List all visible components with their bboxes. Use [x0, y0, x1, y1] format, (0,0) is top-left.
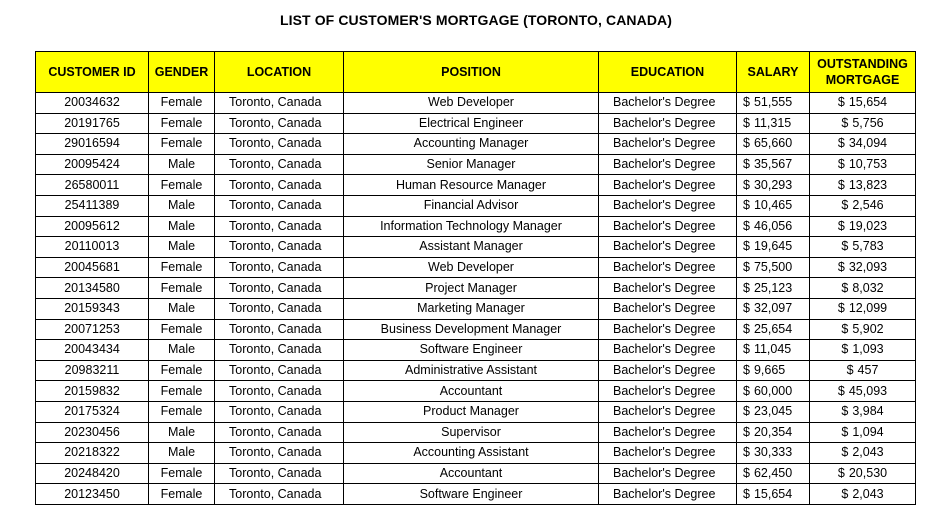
cell-education: Bachelor's Degree	[599, 443, 737, 464]
column-header-outstanding-mortgage: OUTSTANDING MORTGAGE	[810, 52, 916, 93]
salary-amount: 9,665	[753, 363, 786, 378]
cell-location: Toronto, Canada	[215, 278, 344, 299]
currency-symbol: $	[743, 95, 750, 110]
currency-symbol: $	[743, 486, 750, 501]
table-row	[36, 381, 916, 402]
cell-customer-id: 20110013	[36, 237, 149, 258]
cell-position: Administrative Assistant	[344, 360, 599, 381]
cell-customer-id: 29016594	[36, 134, 149, 155]
mortgage-amount: 5,756	[852, 115, 884, 130]
table-row	[36, 154, 916, 175]
table-row	[36, 484, 916, 505]
column-header-customer-id: CUSTOMER ID	[36, 52, 149, 93]
cell-location: Toronto, Canada	[215, 360, 344, 381]
cell-location: Toronto, Canada	[215, 216, 344, 237]
cell-customer-id: 20159832	[36, 381, 149, 402]
currency-symbol: $	[841, 239, 849, 254]
cell-salary	[737, 93, 810, 114]
column-header-gender: GENDER	[149, 52, 215, 93]
cell-customer-id: 20095424	[36, 154, 149, 175]
cell-customer-id: 20983211	[36, 360, 149, 381]
cell-education: Bachelor's Degree	[599, 422, 737, 443]
cell-position: Project Manager	[344, 278, 599, 299]
mortgage-amount: 13,823	[848, 177, 888, 192]
currency-symbol: $	[841, 280, 849, 295]
cell-gender: Female	[149, 319, 215, 340]
currency-symbol: $	[837, 465, 845, 480]
currency-symbol: $	[743, 218, 750, 233]
cell-location: Toronto, Canada	[215, 298, 344, 319]
cell-education: Bachelor's Degree	[599, 154, 737, 175]
cell-gender: Male	[149, 340, 215, 361]
table-row	[36, 216, 916, 237]
currency-symbol: $	[743, 445, 750, 460]
cell-gender: Male	[149, 443, 215, 464]
mortgage-amount: 2,043	[852, 486, 884, 501]
page-title: LIST OF CUSTOMER'S MORTGAGE (TORONTO, CANADA)	[279, 12, 673, 28]
cell-position: Marketing Manager	[344, 298, 599, 319]
cell-salary	[737, 154, 810, 175]
currency-symbol: $	[743, 239, 750, 254]
mortgage-amount: 10,753	[848, 157, 888, 172]
table-row	[36, 257, 916, 278]
cell-position: Accountant	[344, 381, 599, 402]
salary-amount: 75,500	[753, 260, 793, 275]
cell-salary	[737, 381, 810, 402]
cell-salary	[737, 113, 810, 134]
currency-symbol: $	[743, 465, 750, 480]
cell-location: Toronto, Canada	[215, 237, 344, 258]
cell-education: Bachelor's Degree	[599, 463, 737, 484]
cell-salary	[737, 319, 810, 340]
mortgage-amount: 15,654	[848, 95, 888, 110]
cell-customer-id: 20175324	[36, 401, 149, 422]
table-row	[36, 195, 916, 216]
currency-symbol: $	[846, 363, 854, 378]
cell-outstanding-mortgage	[810, 381, 916, 402]
salary-amount: 10,465	[753, 198, 793, 213]
mortgage-amount: 2,546	[852, 198, 884, 213]
currency-symbol: $	[841, 342, 849, 357]
cell-education: Bachelor's Degree	[599, 278, 737, 299]
cell-outstanding-mortgage	[810, 175, 916, 196]
cell-salary	[737, 484, 810, 505]
cell-salary	[737, 216, 810, 237]
cell-location: Toronto, Canada	[215, 381, 344, 402]
cell-education: Bachelor's Degree	[599, 340, 737, 361]
currency-symbol: $	[841, 404, 849, 419]
currency-symbol: $	[743, 115, 750, 130]
salary-amount: 11,045	[753, 342, 792, 357]
cell-position: Financial Advisor	[344, 195, 599, 216]
cell-salary	[737, 134, 810, 155]
table-row	[36, 422, 916, 443]
table-row	[36, 113, 916, 134]
cell-outstanding-mortgage	[810, 422, 916, 443]
table-row	[36, 463, 916, 484]
cell-outstanding-mortgage	[810, 463, 916, 484]
cell-salary	[737, 360, 810, 381]
currency-symbol: $	[841, 445, 849, 460]
salary-amount: 20,354	[753, 424, 793, 439]
mortgage-amount: 20,530	[848, 465, 888, 480]
mortgage-amount: 1,093	[852, 342, 884, 357]
cell-gender: Male	[149, 237, 215, 258]
cell-customer-id: 20230456	[36, 422, 149, 443]
cell-education: Bachelor's Degree	[599, 134, 737, 155]
cell-position: Accounting Manager	[344, 134, 599, 155]
cell-customer-id: 20159343	[36, 298, 149, 319]
currency-symbol: $	[837, 95, 845, 110]
cell-position: Supervisor	[344, 422, 599, 443]
mortgage-amount: 5,902	[852, 321, 884, 336]
table-row	[36, 340, 916, 361]
cell-education: Bachelor's Degree	[599, 195, 737, 216]
currency-symbol: $	[841, 198, 849, 213]
cell-customer-id: 20045681	[36, 257, 149, 278]
salary-amount: 19,645	[753, 239, 793, 254]
cell-outstanding-mortgage	[810, 237, 916, 258]
cell-customer-id: 20134580	[36, 278, 149, 299]
cell-education: Bachelor's Degree	[599, 381, 737, 402]
currency-symbol: $	[841, 321, 849, 336]
cell-education: Bachelor's Degree	[599, 319, 737, 340]
cell-position: Senior Manager	[344, 154, 599, 175]
currency-symbol: $	[743, 136, 750, 151]
cell-location: Toronto, Canada	[215, 463, 344, 484]
cell-education: Bachelor's Degree	[599, 216, 737, 237]
currency-symbol: $	[837, 260, 845, 275]
cell-outstanding-mortgage	[810, 93, 916, 114]
table-header-row	[36, 52, 916, 93]
mortgage-amount: 32,093	[848, 260, 888, 275]
cell-gender: Female	[149, 278, 215, 299]
cell-outstanding-mortgage	[810, 401, 916, 422]
cell-location: Toronto, Canada	[215, 484, 344, 505]
column-header-education: EDUCATION	[599, 52, 737, 93]
cell-location: Toronto, Canada	[215, 154, 344, 175]
cell-gender: Female	[149, 360, 215, 381]
salary-amount: 30,293	[753, 177, 793, 192]
currency-symbol: $	[743, 157, 750, 172]
salary-amount: 30,333	[753, 445, 793, 460]
cell-education: Bachelor's Degree	[599, 237, 737, 258]
cell-gender: Female	[149, 113, 215, 134]
table-row	[36, 278, 916, 299]
cell-education: Bachelor's Degree	[599, 484, 737, 505]
mortgage-amount: 2,043	[852, 445, 884, 460]
mortgage-amount: 19,023	[848, 218, 888, 233]
cell-education: Bachelor's Degree	[599, 113, 737, 134]
cell-outstanding-mortgage	[810, 257, 916, 278]
mortgage-amount: 8,032	[852, 280, 884, 295]
cell-position: Product Manager	[344, 401, 599, 422]
cell-position: Accounting Assistant	[344, 443, 599, 464]
cell-position: Business Development Manager	[344, 319, 599, 340]
currency-symbol: $	[743, 280, 750, 295]
mortgage-amount: 34,094	[848, 136, 888, 151]
cell-customer-id: 20191765	[36, 113, 149, 134]
table-row	[36, 93, 916, 114]
cell-position: Electrical Engineer	[344, 113, 599, 134]
mortgage-amount: 45,093	[848, 383, 888, 398]
currency-symbol: $	[837, 301, 845, 316]
table-row	[36, 360, 916, 381]
cell-education: Bachelor's Degree	[599, 298, 737, 319]
cell-outstanding-mortgage	[810, 340, 916, 361]
cell-salary	[737, 422, 810, 443]
salary-amount: 46,056	[753, 218, 793, 233]
cell-position: Web Developer	[344, 257, 599, 278]
salary-amount: 65,660	[753, 136, 793, 151]
cell-customer-id: 20071253	[36, 319, 149, 340]
table-body	[36, 93, 916, 505]
cell-salary	[737, 298, 810, 319]
table-row	[36, 443, 916, 464]
cell-position: Assistant Manager	[344, 237, 599, 258]
cell-outstanding-mortgage	[810, 360, 916, 381]
salary-amount: 23,045	[753, 404, 793, 419]
currency-symbol: $	[837, 136, 845, 151]
cell-location: Toronto, Canada	[215, 93, 344, 114]
column-header-position: POSITION	[344, 52, 599, 93]
column-header-salary: SALARY	[737, 52, 810, 93]
column-header-location: LOCATION	[215, 52, 344, 93]
cell-gender: Male	[149, 216, 215, 237]
table-row	[36, 237, 916, 258]
cell-gender: Female	[149, 401, 215, 422]
mortgage-amount: 5,783	[852, 239, 884, 254]
salary-amount: 35,567	[753, 157, 793, 172]
mortgage-amount: 3,984	[852, 404, 884, 419]
cell-outstanding-mortgage	[810, 195, 916, 216]
cell-customer-id: 20095612	[36, 216, 149, 237]
cell-location: Toronto, Canada	[215, 134, 344, 155]
cell-customer-id: 20034632	[36, 93, 149, 114]
currency-symbol: $	[743, 363, 750, 378]
cell-location: Toronto, Canada	[215, 257, 344, 278]
cell-salary	[737, 175, 810, 196]
mortgage-amount: 1,094	[852, 424, 884, 439]
currency-symbol: $	[837, 157, 845, 172]
cell-gender: Female	[149, 257, 215, 278]
currency-symbol: $	[837, 218, 845, 233]
currency-symbol: $	[743, 260, 750, 275]
cell-customer-id: 20123450	[36, 484, 149, 505]
cell-customer-id: 25411389	[36, 195, 149, 216]
currency-symbol: $	[743, 321, 750, 336]
mortgage-table	[35, 51, 916, 505]
currency-symbol: $	[743, 424, 750, 439]
cell-gender: Male	[149, 195, 215, 216]
currency-symbol: $	[841, 486, 849, 501]
cell-position: Web Developer	[344, 93, 599, 114]
salary-amount: 60,000	[753, 383, 793, 398]
cell-location: Toronto, Canada	[215, 422, 344, 443]
salary-amount: 62,450	[753, 465, 793, 480]
cell-location: Toronto, Canada	[215, 340, 344, 361]
cell-gender: Male	[149, 422, 215, 443]
cell-position: Human Resource Manager	[344, 175, 599, 196]
salary-amount: 51,555	[753, 95, 793, 110]
cell-gender: Female	[149, 93, 215, 114]
currency-symbol: $	[837, 383, 845, 398]
cell-location: Toronto, Canada	[215, 401, 344, 422]
cell-gender: Female	[149, 175, 215, 196]
cell-outstanding-mortgage	[810, 216, 916, 237]
currency-symbol: $	[743, 177, 750, 192]
cell-salary	[737, 443, 810, 464]
mortgage-amount: 457	[857, 363, 879, 378]
cell-position: Information Technology Manager	[344, 216, 599, 237]
cell-outstanding-mortgage	[810, 278, 916, 299]
cell-gender: Female	[149, 134, 215, 155]
cell-education: Bachelor's Degree	[599, 175, 737, 196]
cell-location: Toronto, Canada	[215, 195, 344, 216]
mortgage-amount: 12,099	[848, 301, 888, 316]
cell-outstanding-mortgage	[810, 443, 916, 464]
cell-customer-id: 20248420	[36, 463, 149, 484]
salary-amount: 25,123	[753, 280, 793, 295]
salary-amount: 25,654	[753, 321, 793, 336]
cell-location: Toronto, Canada	[215, 319, 344, 340]
cell-education: Bachelor's Degree	[599, 360, 737, 381]
cell-salary	[737, 278, 810, 299]
cell-gender: Male	[149, 298, 215, 319]
currency-symbol: $	[743, 301, 750, 316]
cell-outstanding-mortgage	[810, 134, 916, 155]
cell-outstanding-mortgage	[810, 113, 916, 134]
table-row	[36, 175, 916, 196]
currency-symbol: $	[743, 383, 750, 398]
cell-education: Bachelor's Degree	[599, 401, 737, 422]
cell-gender: Female	[149, 484, 215, 505]
cell-salary	[737, 340, 810, 361]
cell-salary	[737, 195, 810, 216]
currency-symbol: $	[743, 198, 750, 213]
cell-position: Accountant	[344, 463, 599, 484]
currency-symbol: $	[841, 115, 849, 130]
table-row	[36, 319, 916, 340]
cell-outstanding-mortgage	[810, 319, 916, 340]
salary-amount: 15,654	[753, 486, 793, 501]
currency-symbol: $	[841, 424, 849, 439]
cell-education: Bachelor's Degree	[599, 93, 737, 114]
table-row	[36, 298, 916, 319]
cell-outstanding-mortgage	[810, 154, 916, 175]
cell-position: Software Engineer	[344, 484, 599, 505]
cell-customer-id: 20043434	[36, 340, 149, 361]
cell-location: Toronto, Canada	[215, 175, 344, 196]
cell-customer-id: 20218322	[36, 443, 149, 464]
currency-symbol: $	[743, 342, 750, 357]
cell-position: Software Engineer	[344, 340, 599, 361]
cell-gender: Female	[149, 381, 215, 402]
currency-symbol: $	[837, 177, 845, 192]
cell-education: Bachelor's Degree	[599, 257, 737, 278]
table-row	[36, 401, 916, 422]
cell-location: Toronto, Canada	[215, 443, 344, 464]
cell-salary	[737, 401, 810, 422]
salary-amount: 11,315	[753, 115, 792, 130]
cell-salary	[737, 237, 810, 258]
cell-gender: Male	[149, 154, 215, 175]
currency-symbol: $	[743, 404, 750, 419]
cell-location: Toronto, Canada	[215, 113, 344, 134]
cell-outstanding-mortgage	[810, 298, 916, 319]
cell-salary	[737, 463, 810, 484]
salary-amount: 32,097	[753, 301, 793, 316]
cell-outstanding-mortgage	[810, 484, 916, 505]
cell-customer-id: 26580011	[36, 175, 149, 196]
cell-salary	[737, 257, 810, 278]
cell-gender: Female	[149, 463, 215, 484]
table-row	[36, 134, 916, 155]
